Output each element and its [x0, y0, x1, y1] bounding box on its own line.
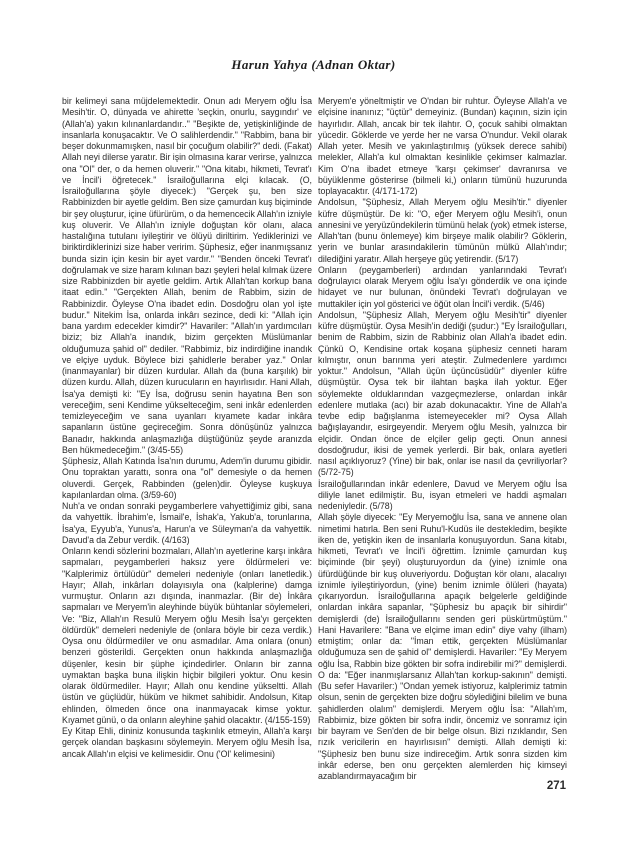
verse-paragraph: Andolsun, "Şüphesiz, Allah Meryem oğlu Mesih'tir." diyenler küfre düşmüştür. De ki: "O, eğer Meryem oğlu Mesih'i, onun annesini ve yeryüzündekilerin tümünü helak (yok) etmek isterse, Allah'tan (bunu önlemeye) kim birşeye malik olabilir? Göklerin, yerin ve bunlar arasındakilerin tümünün mülkü Allah'ındır; dilediğini yaratır. Allah herşeye güç yetirendir. (5/17) [318, 197, 567, 264]
verse-paragraph: Nuh'a ve ondan sonraki peygamberlere vahyettiğimiz gibi, sana da vahyettik. İbrahim'e, İsmail'e, İshak'a, Yakub'a, torunlarına, İsa'ya, Eyyub'a, Yunus'a, Harun'a ve Süleyman'a da vahyettik. Davud'a da Zebur verdik. (4/163) [62, 501, 312, 545]
verse-paragraph: Onların kendi sözlerini bozmaları, Allah'ın ayetlerine karşı inkâra sapmaları, peygamberleri haksız yere öldürmeleri ve: "Kalplerimiz örtülüdür" demeleri nedeniyle (onları lanetledik.) Hayır; Allah, inkârları dolayısıyla ona (kalplerine) damga vurmuştur. Onların azı dışında, inanmazlar. (Bir de) İnkâra sapmaları ve Meryem'in aleyhinde büyük bühtanlar söylemeleri, Ve: "Biz, Allah'ın Resulü Meryem oğlu Mesih İsa'yı gerçekten öldürdük" demeleri nedeniyle de (onlara böyle bir ceza verdik.) Oysa onu öldürmediler ve onu asmadılar. Ama onlara (onun) benzeri gösterildi. Gerçekten onun hakkında anlaşmazlığa düşenler, kesin bir şüphe içindedirler. Onların bir zanna uymaktan başka buna ilişkin hiçbir bilgileri yoktur. Onu kesin olarak öldürmediler. Hayır; Allah onu kendine yükseltti. Allah üstün ve güçlüdür, hüküm ve hikmet sahibidir. Andolsun, Kitap ehlinden, ölmeden önce ona inanmayacak kimse yoktur. Kıyamet günü, o da onların aleyhine şahid olacaktır. (4/155-159) [62, 546, 312, 725]
verse-paragraph: Onların (peygamberleri) ardından yanlarındaki Tevrat'ı doğrulayıcı olarak Meryem oğlu İsa'yı gönderdik ve ona içinde hidayet ve nur bulunan, önündeki Tevrat'ı doğrulayan ve muttakiler için yol gösterici ve öğüt olan İncil'i verdik. (5/46) [318, 264, 567, 309]
verse-paragraph: İsrailoğullarından inkâr edenlere, Davud ve Meryem oğlu İsa diliyle lanet edilmiştir. Bu, isyan etmeleri ve haddi aşmaları nedeniyledir. (5/78) [318, 478, 567, 511]
verse-paragraph: Meryem'e yöneltmiştir ve O'ndan bir ruhtur. Öyleyse Allah'a ve elçisine inanınız; "üçtür" demeyiniz. (Bundan) kaçının, sizin için hayırlıdır. Allah, ancak bir tek ilahtır. O, çocuk sahibi olmaktan yücedir. Göklerde ve yerde her ne varsa O'nundur. Vekil olarak Allah yeter. Mesih ve yakınlaştırılmış (yüksek derece sahibi) melekler, Allah'a kul olmaktan kesinlikle çekimser kalmazlar. Kim O'na ibadet etmeye 'karşı çekimser' davranırsa ve büyüklenme gösterirse (bilmeli ki,) onların tümünü huzurunda toplayacaktır. (4/171-172) [318, 96, 567, 196]
verse-paragraph: Andolsun, "Şüphesiz Allah, Meryem oğlu Mesih'tir" diyenler küfre düşmüştür. Oysa Mesih'in dediği (şudur:) "Ey İsrailoğulları, benim de Rabbim, sizin de Rabbiniz olan Allah'a ibadet edin. Çünkü O, Kendisine ortak koşana şüphesiz cenneti haram kılmıştır, onun barınma yeri ateştir. Zulmedenlere yardımcı yoktur." Andolsun, "Allah üçün üçüncüsüdür" diyenler küfre düşmüştür. Oysa tek bir ilahtan başka ilah yoktur. Eğer söylemekte olduklarından vazgeçmezlerse, onlardan inkâr edenlere mutlaka (acı) bir azab dokunacaktır. Yine de Allah'a tevbe edip bağışlanma istemeyecekler mi? Oysa Allah bağışlayandır, esirgeyendir. Meryem oğlu Mesih, yalnızca bir elçidir. Ondan önce de elçiler gelip geçti. Onun annesi dosdoğrudur, ikisi de yemek yerlerdi. Bir bak, onlara ayetleri nasıl açıklıyoruz? (Yine) bir bak, onlar ise nasıl da çevriliyorlar? (5/72-75) [318, 309, 567, 478]
verse-paragraph: Şüphesiz, Allah Katında İsa'nın durumu, Adem'in durumu gibidir. Onu topraktan yarattı, sonra ona "ol" demesiyle o da hemen oluverdi. Gerçek, Rabbinden (gelen)dir. Öyleyse kuşkuya kapılanlardan olma. (3/59-60) [62, 456, 312, 500]
verse-paragraph: Ey Kitap Ehli, dininiz konusunda taşkınlık etmeyin, Allah'a karşı gerçek olandan başkasını söylemeyin. Meryem oğlu Mesih İsa, ancak Allah'ın elçisi ve kelimesidir. Onu ('Ol' kelimesini) [62, 726, 312, 759]
left-text-column [62, 96, 312, 760]
verse-paragraph: bir kelimeyi sana müjdelemektedir. Onun adı Meryem oğlu İsa Mesih'tir. O, dünyada ve ahirette 'seçkin, onurlu, saygındır' ve (Allah'a) yakın kılınanlardandır.." "Beşikte de, yetişkinliğinde de insanlarla konuşacaktır. Ve O salihlerdendir." "Rabbim, bana bir beşer dokunmamışken, nasıl bir çocuğum olabilir?" dedi. (Fakat) Allah neyi dilerse yaratır. Bir işin olmasına karar verirse, yalnızca ona "Ol" der, o da hemen oluverir." "Ona kitabı, hikmeti, Tevrat'ı ve İncil'i öğretecek." İsrailoğullarına elçi kılacak. (O, İsrailoğullarına şöyle diyecek:) "Gerçek şu, ben size Rabbinizden bir ayetle geldim. Ben size çamurdan kuş biçiminde bir şey oluşturur, içine üfürürüm, o da hemencecik Allah'ın izniyle kuş oluverir. Ve Allah'ın izniyle doğuştan kör olanı, alaca hastalığına tutulanı iyileştirir ve ölüyü diriltirim. Yediklerinizi ve biriktirdiklerinizi size haber veririm. Şüphesiz, eğer inanmışsanız bunda sizin için kesin bir ayet vardır." "Benden önceki Tevrat'ı doğrulamak ve size haram kılınan bazı şeyleri helal kılmak üzere size Rabbinizden bir ayetle geldim. Artık Allah'tan korkup bana itaat edin." "Gerçekten Allah, benim de Rabbim, sizin de Rabbinizdir. Öyleyse O'na ibadet edin. Dosdoğru olan yol işte budur." Nitekim İsa, onlarda inkârı sezince, dedi ki: "Allah için bana yardım edecekler kimdir?" Havariler: "Allah'ın yardımcıları biziz; biz Allah'a inandık, bizim gerçekten Müslümanlar olduğumuza şahid ol" dediler. "Rabbimiz, biz indirdiğine inandık ve elçiye uyduk. Böylece bizi şahidlerle beraber yaz." Onlar (inanmayanlar) bir düzen kurdular. Allah da (buna karşılık) bir düzen kurdu. Allah, düzen kurucuların en hayırlısıdır. Hani Allah, İsa'ya demişti ki: "Ey İsa, doğrusu senin hayatına Ben son vereceğim, seni Kendime yükselteceğim, seni inkâr edenlerden temizleyeceğim ve sana uyanları kıyamete kadar inkâra sapanların üstüne geçireceğim. Sonra dönüşünüz yalnızca Banadır, hakkında anlaşmazlığa düştüğünüz şeyde aranızda Ben hükmedeceğim." (3/45-55) [62, 96, 313, 455]
running-header-author: Harun Yahya (Adnan Oktar) [231, 57, 396, 72]
page-number: 271 [546, 780, 566, 792]
right-text-column [318, 96, 567, 782]
verse-paragraph: Allah şöyle diyecek: "Ey Meryemoğlu İsa, sana ve annene olan nimetimi hatırla. Ben seni Ruhu'l-Kudüs ile destekledim, beşikte iken de, yetişkin iken de insanlarla konuşuyordun. Sana kitabı, hikmeti, Tevrat'ı ve İncil'i öğrettim. İznimle çamurdan kuş biçiminde (bir şeyi) oluşturuyordun da (yine) iznimle ona üfürdüğünde bir kuş oluveriyordu. Doğuştan kör olanı, alacalıyı iznimle iyileştiriyordun, (yine) benim iznimle ölüleri (hayata) çıkarıyordun. İsrailoğullarına apaçık belgelerle geldiğinde onlardan inkâra sapanlar, "Şüphesiz bu apaçık bir sihirdir" demişlerdi (de) İsrailoğullarını senden geri püskürtmüştüm." Hani Havarilere: "Bana ve elçime iman edin" diye vahy (ilham) etmiştim; onlar da: "İman ettik, gerçekten Müslümanlar olduğumuza sen de şahid ol" demişlerdi. Havariler: "Ey Meryem oğlu İsa, Rabbin bize gökten bir sofra indirebilir mi?" demişlerdi. O da: "Eğer inanmışlarsanız Allah'tan korkup-sakının" demişti. (Bu sefer Havariler:) "Ondan yemek istiyoruz, kalplerimiz tatmin olsun, senin de gerçekten bize doğru söylediğini bilelim ve buna şahidlerden olalım" demişlerdi. Meryem oğlu İsa: "Allah'ım, Rabbimiz, bize gökten bir sofra indir, öncemiz ve sonramız için bir bayram ve Sen'den de bir belge olsun. Bizi rızıklandır, Sen rızık vericilerin en hayırlısısın" demişti. Allah demişti ki: "Şüphesiz ben bunu size indireceğim. Artık sonra sizden kim inkâr ederse, ben onu gerçekten alemlerden hiç kimseyi azablandırmayacağım bir [318, 512, 567, 781]
